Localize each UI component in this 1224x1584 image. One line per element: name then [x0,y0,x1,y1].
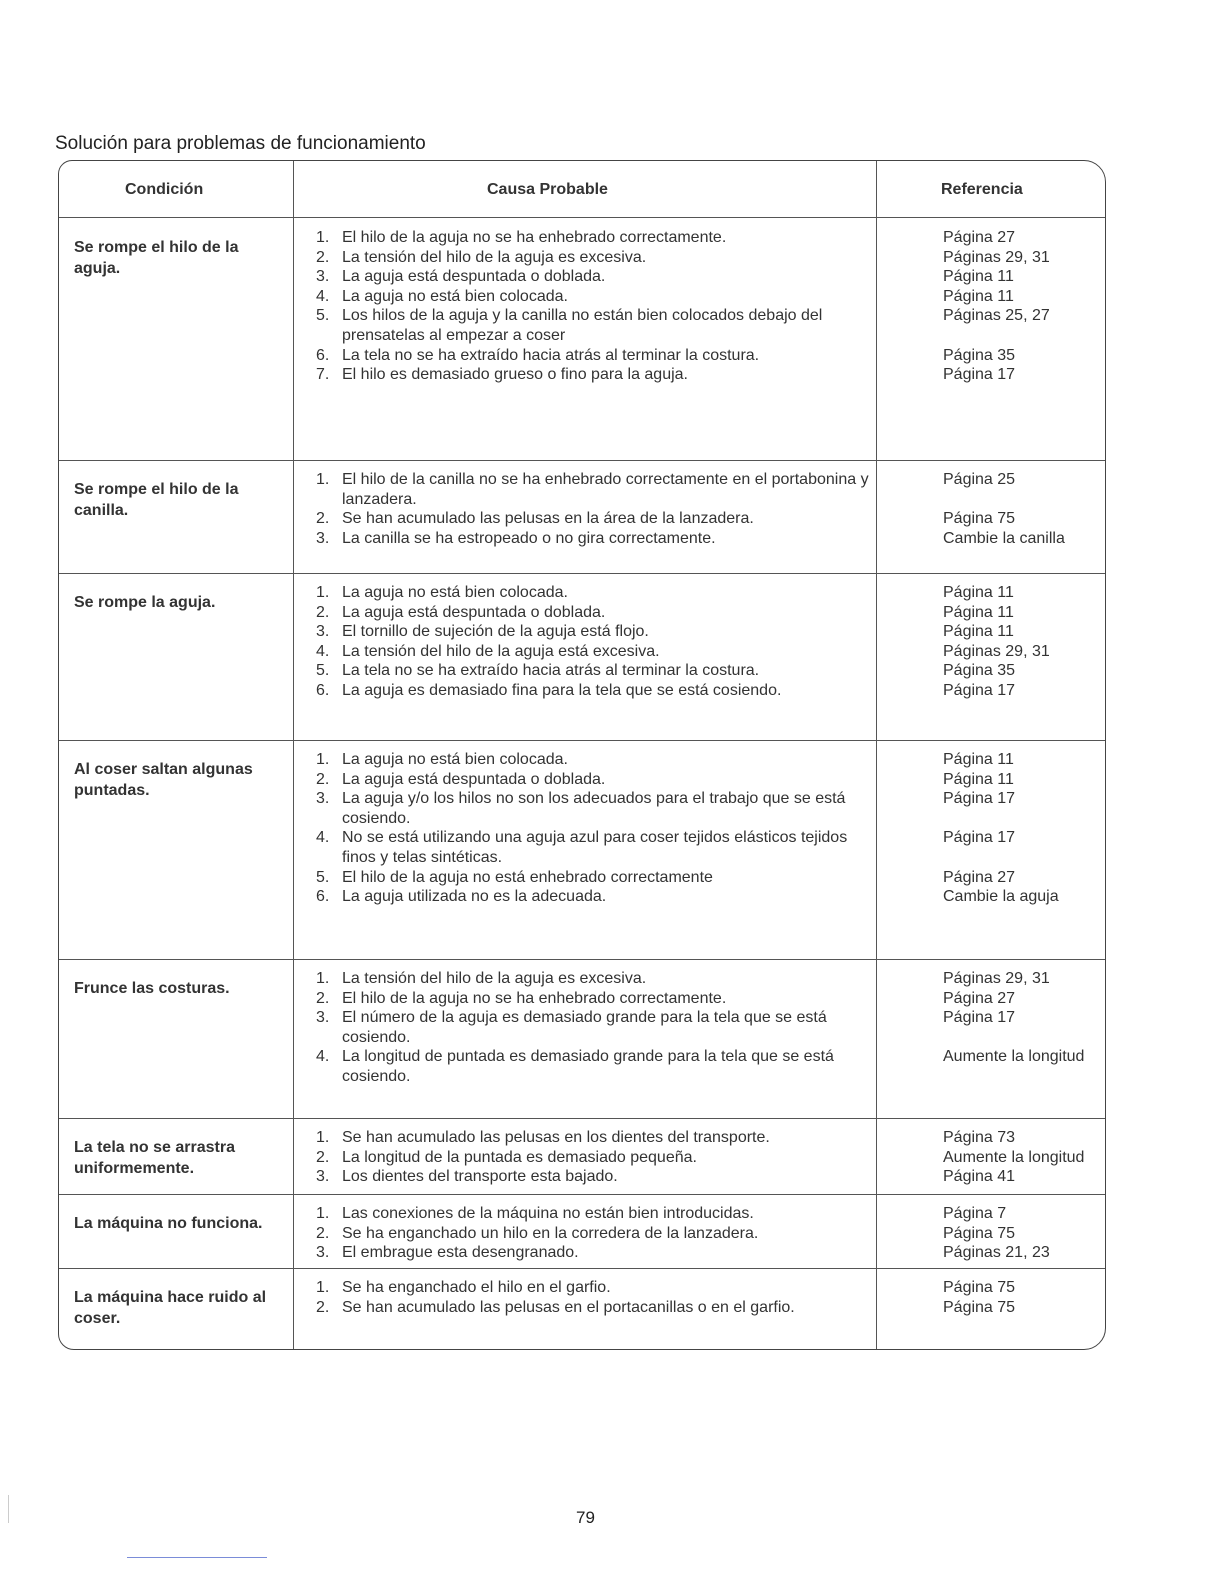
cause-number: 6. [316,681,330,699]
cause-number: 1. [316,1205,330,1222]
table-row [59,740,1105,959]
cause-text: Se han acumulado las pelusas en los dientes del transporte. [342,1129,770,1146]
cause-text: Las conexiones de la máquina no están bien introducidas. [342,1205,754,1222]
cause-text: La aguja y/o los hilos no son los adecuados para el trabajo que se está cosiendo. [342,790,846,827]
cause-number: 2. [316,248,330,266]
reference-item: Cambie la aguja [943,888,1059,906]
cause-item [316,529,876,549]
cause-list [316,470,876,548]
cause-text: La aguja es demasiado fina para la tela que se está cosiendo. [342,681,782,699]
cause-list [316,1204,876,1263]
reference-list [943,470,1108,548]
cause-text: La aguja utilizada no es la adecuada. [342,888,607,906]
reference-list [943,1128,1108,1187]
cause-text: No se está utilizando una aguja azul para coser tejidos elásticos tejidos finos y telas sintéticas. [342,829,848,866]
reference-item: Página 11 [943,268,1014,286]
cause-text: La aguja no está bien colocada. [342,584,568,601]
cause-list [316,583,876,701]
condition-cell: Se rompe el hilo de la aguja. [74,239,239,277]
condition-cell: Al coser saltan algunas puntadas. [74,761,253,799]
reference-item: Página 7 [943,1205,1007,1222]
cause-item [316,770,876,790]
cause-item [316,228,876,248]
reference-list [943,969,1108,1067]
reference-list [943,583,1108,701]
cause-text: El hilo de la canilla no se ha enhebrado correctamente en el portabonina y lanzadera. [342,471,869,508]
margin-mark [8,1495,9,1523]
reference-item: Página 35 [943,346,1016,364]
cause-number: 2. [316,1148,330,1166]
cause-text: La aguja está despuntada o doblada. [342,603,606,621]
cause-item [316,1204,876,1224]
reference-item [943,1028,1108,1048]
reference-item: Páginas 29, 31 [943,970,1050,987]
cause-item [316,470,876,509]
cause-item [316,681,876,701]
reference-list [943,1278,1108,1317]
cause-item [316,1167,876,1187]
reference-item: Página 11 [943,751,1014,768]
cause-number: 3. [316,1244,330,1262]
cause-number: 2. [316,1298,330,1316]
reference-item: Página 75 [943,510,1016,528]
cause-item [316,622,876,642]
cause-text: La tensión del hilo de la aguja está excesiva. [342,642,660,660]
reference-item: Página 17 [943,790,1016,808]
cause-item [316,1224,876,1244]
cause-item [316,989,876,1009]
cause-text: La aguja está despuntada o doblada. [342,268,606,286]
cause-item [316,1298,876,1318]
cause-item [316,1243,876,1263]
condition-cell: La tela no se arrastra uniformemente. [74,1139,235,1177]
table-row [59,460,1105,573]
cause-number: 1. [316,970,330,987]
reference-item: Página 75 [943,1279,1016,1296]
reference-item: Página 11 [943,623,1014,641]
cause-item [316,1008,876,1047]
cause-item [316,789,876,828]
header-condition: Condición [125,180,204,198]
table-row [59,1118,1105,1194]
cause-item [316,661,876,681]
cause-text: El hilo de la aguja no se ha enhebrado correctamente. [342,229,727,246]
page-title: Solución para problemas de funcionamiento [55,133,426,154]
cause-number: 1. [316,1279,330,1296]
cause-number: 6. [316,346,330,364]
cause-number: 3. [316,790,330,808]
cause-text: La tela no se ha extraído hacia atrás al terminar la costura. [342,346,760,364]
header-reference: Referencia [941,180,1023,198]
reference-item [943,809,1108,829]
cause-number: 2. [316,1224,330,1242]
cause-number: 2. [316,989,330,1007]
reference-item: Página 25 [943,471,1016,488]
cause-list [316,1128,876,1187]
table-row [59,1194,1105,1268]
reference-item [943,326,1108,346]
reference-item: Página 27 [943,989,1016,1007]
reference-item: Página 17 [943,829,1016,847]
table-row [59,218,1105,460]
cause-number: 4. [316,1048,330,1066]
reference-list [943,750,1108,907]
cause-text: La aguja no está bien colocada. [342,287,568,305]
reference-item: Páginas 21, 23 [943,1244,1050,1262]
reference-item: Página 11 [943,770,1014,788]
cause-number: 3. [316,623,330,641]
cause-item [316,969,876,989]
cause-item [316,287,876,307]
cause-text: La longitud de la puntada es demasiado pequeña. [342,1148,697,1166]
table-row [59,573,1105,740]
reference-item: Página 27 [943,229,1016,246]
cause-text: El embrague esta desengranado. [342,1244,579,1262]
cause-item [316,887,876,907]
reference-item: Página 11 [943,287,1014,305]
troubleshooting-table [58,160,1106,1350]
cause-item [316,1128,876,1148]
reference-item: Página 35 [943,662,1016,680]
reference-list [943,1204,1108,1263]
cause-number: 3. [316,1009,330,1027]
cause-text: La tela no se ha extraído hacia atrás al terminar la costura. [342,662,760,680]
cause-text: El hilo es demasiado grueso o fino para la aguja. [342,366,688,384]
footer-rule [127,1557,267,1558]
reference-item: Página 73 [943,1129,1016,1146]
cause-number: 1. [316,584,330,601]
cause-number: 2. [316,603,330,621]
reference-item: Página 75 [943,1224,1016,1242]
reference-item: Página 41 [943,1168,1016,1186]
condition-cell: Se rompe el hilo de la canilla. [74,481,239,519]
cause-list [316,750,876,907]
cause-item [316,248,876,268]
table-row [59,1268,1105,1349]
reference-item: Páginas 29, 31 [943,248,1050,266]
reference-item: Cambie la canilla [943,529,1065,547]
cause-text: La canilla se ha estropeado o no gira correctamente. [342,529,716,547]
cause-text: La tensión del hilo de la aguja es excesiva. [342,248,647,266]
cause-list [316,1278,876,1317]
reference-item: Aumente la longitud [943,1048,1085,1066]
cause-item [316,509,876,529]
cause-number: 6. [316,888,330,906]
reference-item: Página 17 [943,366,1016,384]
cause-item [316,1148,876,1168]
cause-number: 5. [316,307,330,325]
reference-item: Página 27 [943,868,1016,886]
cause-item [316,642,876,662]
cause-item [316,583,876,603]
reference-item [943,490,1108,510]
cause-number: 3. [316,529,330,547]
reference-item: Página 11 [943,584,1014,601]
cause-list [316,228,876,385]
cause-item [316,750,876,770]
cause-number: 1. [316,751,330,768]
table-row [59,959,1105,1118]
cause-number: 3. [316,1168,330,1186]
cause-item [316,603,876,623]
reference-item: Aumente la longitud [943,1148,1085,1166]
condition-cell: Frunce las costuras. [74,980,230,997]
cause-item [316,267,876,287]
cause-number: 1. [316,471,330,488]
condition-cell: La máquina no funciona. [74,1215,263,1232]
reference-item: Páginas 25, 27 [943,307,1050,325]
cause-text: El tornillo de sujeción de la aguja está flojo. [342,623,649,641]
reference-item: Página 11 [943,603,1014,621]
cause-text: Se ha enganchado el hilo en el garfio. [342,1279,611,1296]
cause-number: 3. [316,268,330,286]
cause-number: 7. [316,366,330,384]
page-number: 79 [576,1508,595,1527]
cause-number: 4. [316,287,330,305]
cause-text: El hilo de la aguja no está enhebrado correctamente [342,868,713,886]
reference-list [943,228,1108,385]
cause-number: 2. [316,510,330,528]
cause-item [316,868,876,888]
cause-text: La tensión del hilo de la aguja es excesiva. [342,970,647,987]
cause-number: 1. [316,1129,330,1146]
reference-item: Página 75 [943,1298,1016,1316]
cause-text: Se ha enganchado un hilo en la corredera de la lanzadera. [342,1224,759,1242]
reference-item [943,848,1108,868]
cause-text: La aguja no está bien colocada. [342,751,568,768]
cause-item [316,1278,876,1298]
cause-number: 4. [316,642,330,660]
condition-cell: Se rompe la aguja. [74,594,216,611]
cause-text: La longitud de puntada es demasiado grande para la tela que se está cosiendo. [342,1048,834,1085]
cause-list [316,969,876,1087]
cause-text: Se han acumulado las pelusas en el portacanillas o en el garfio. [342,1298,795,1316]
cause-item [316,365,876,385]
cause-item [316,306,876,345]
reference-item: Páginas 29, 31 [943,642,1050,660]
reference-item: Página 17 [943,1009,1016,1027]
cause-text: Los dientes del transporte esta bajado. [342,1168,618,1186]
cause-number: 1. [316,229,330,246]
header-cause: Causa Probable [487,180,608,198]
cause-number: 4. [316,829,330,847]
cause-item [316,346,876,366]
condition-cell: La máquina hace ruido al coser. [74,1289,267,1327]
cause-text: Los hilos de la aguja y la canilla no están bien colocados debajo del prensatelas al empezar a coser [342,307,823,344]
cause-text: Se han acumulado las pelusas en la área de la lanzadera. [342,510,754,528]
cause-text: El número de la aguja es demasiado grande para la tela que se está cosiendo. [342,1009,827,1046]
cause-item [316,1047,876,1086]
cause-number: 2. [316,770,330,788]
cause-text: La aguja está despuntada o doblada. [342,770,606,788]
cause-text: El hilo de la aguja no se ha enhebrado correctamente. [342,989,727,1007]
reference-item: Página 17 [943,681,1016,699]
cause-number: 5. [316,868,330,886]
cause-item [316,828,876,867]
cause-number: 5. [316,662,330,680]
